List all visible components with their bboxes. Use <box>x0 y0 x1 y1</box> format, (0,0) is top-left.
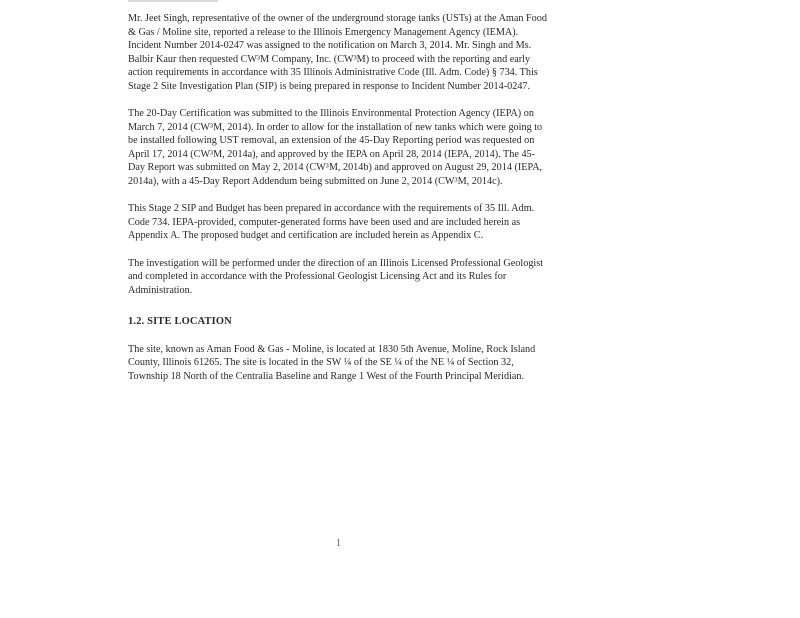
cropped-previous-line <box>128 0 218 2</box>
document-body <box>128 12 548 397</box>
paragraph-sip-budget: This Stage 2 SIP and Budget has been prepared in accordance with the requirements of 35 Ill. Adm. Code 734. IEPA-provided, computer-generated forms have been used and are included herein as Appendix A. The proposed budget and certification are included herein as Appendix C. <box>128 203 535 241</box>
page-number: 1 <box>336 538 341 549</box>
paragraph-release-report: Mr. Jeet Singh, representative of the owner of the underground storage tanks (USTs) at the Aman Food & Gas / Moline site, reported a release to the Illinois Emergency Management Agency (IEMA). Incident Number 2014-0247 was assigned to the notification on March 3, 2014. Mr. Singh and Ms. Balbir Kaur then requested CW³M Company, Inc. (CW³M) to proceed with the reporting and early action requirements in accordance with 35 Illinois Administrative Code (Ill. Adm. Code) § 734. This Stage 2 Site Investigation Plan (SIP) is being prepared in response to Incident Number 2014-0247. <box>128 13 547 92</box>
section-heading-site-location: 1.2. SITE LOCATION <box>128 316 232 327</box>
paragraph-certification-history: The 20-Day Certification was submitted to the Illinois Environmental Protection Agency (IEPA) on March 7, 2014 (CW³M, 2014). In order to allow for the installation of new tanks which were going to be installed following UST removal, an extension of the 45-Day Reporting period was requested on April 17, 2014 (CW³M, 2014a), and approved by the IEPA on April 28, 2014 (IEPA, 2014). The 45-Day Report was submitted on May 2, 2014 (CW³M, 2014b) and approved on August 29, 2014 (IEPA, 2014a), with a 45-Day Report Addendum being submitted on June 2, 2014 (CW³M, 2014c). <box>128 108 543 187</box>
paragraph-site-location: The site, known as Aman Food & Gas - Moline, is located at 1830 5th Avenue, Moline, Rock Island County, Illinois 61265. The site is located in the SW ¼ of the SE ¼ of the NE ¼ of Section 32, Township 18 North of the Centralia Baseline and Range 1 West of the Fourth Principal Meridian. <box>128 343 536 382</box>
paragraph-investigation-direction: The investigation will be performed under the direction of an Illinois Licensed Professional Geologist and completed in accordance with the Professional Geologist Licensing Act and its Rules for Administration. <box>128 257 544 296</box>
